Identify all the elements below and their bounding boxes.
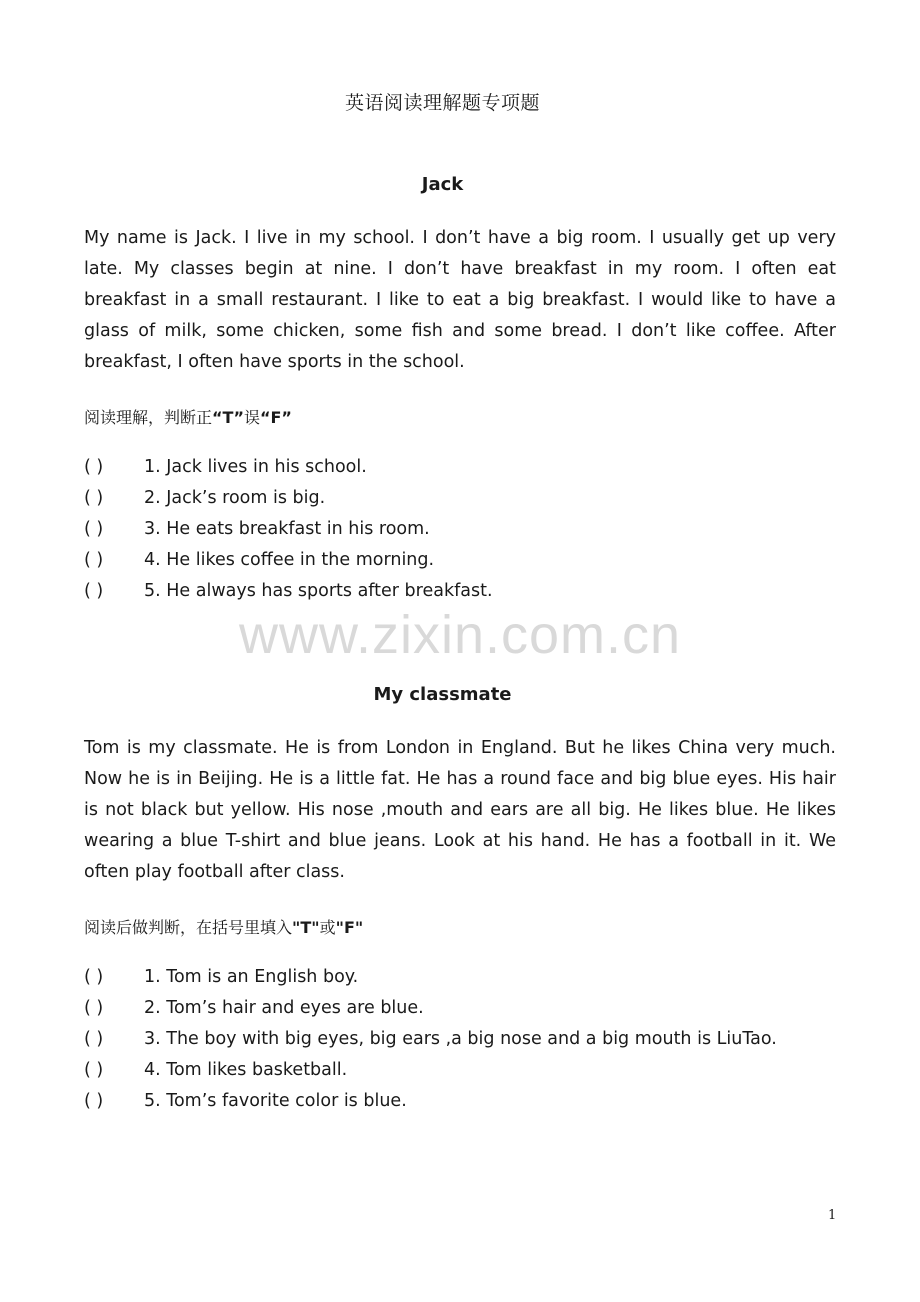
answer-blank[interactable]: ( ): [84, 1060, 104, 1080]
false-marker: "F": [335, 918, 364, 937]
question-text: 5. Tom’s favorite color is blue.: [144, 1091, 407, 1111]
question-item: [84, 993, 777, 1024]
passage-my-classmate: Tom is my classmate. He is from London in England. But he likes China very much. Now he is in Beijing. He is a little fat. He has a round face and big blue eyes. His hair is not black but yellow. His nose ,mouth and ears are all big. He likes blue. He likes wearing a blue T-shirt and blue jeans. Look at his hand. He has a football in it. We often play football after class.: [84, 738, 836, 882]
question-text: 3. The boy with big eyes, big ears ,a big nose and a big mouth is LiuTao.: [144, 1029, 777, 1049]
answer-blank[interactable]: ( ): [84, 550, 104, 570]
question-item: [84, 452, 493, 483]
question-item: [84, 1055, 777, 1086]
passage-jack: My name is Jack. I live in my school. I don’t have a big room. I usually get up very late. My classes begin at nine. I don’t have breakfast in my room. I often eat breakfast in a small restaurant. I like to eat a big breakfast. I would like to have a glass of milk, some chicken, some fish and some bread. I don’t like coffee. After breakfast, I often have sports in the school.: [84, 228, 836, 372]
answer-blank[interactable]: ( ): [84, 519, 104, 539]
answer-blank[interactable]: ( ): [84, 581, 104, 601]
answer-blank[interactable]: ( ): [84, 488, 104, 508]
instruction-my-classmate: [84, 915, 363, 938]
question-text: 1. Tom is an English boy.: [144, 967, 359, 987]
question-item: [84, 514, 493, 545]
false-marker: “F”: [259, 408, 292, 427]
answer-blank[interactable]: ( ): [84, 1029, 104, 1049]
section-heading-my-classmate: My classmate: [373, 684, 512, 705]
question-item: [84, 1024, 777, 1055]
answer-blank[interactable]: ( ): [84, 998, 104, 1018]
question-text: 2. Jack’s room is big.: [144, 488, 326, 508]
page-title: 英语阅读理解题专项题: [344, 92, 540, 114]
question-item: [84, 1086, 777, 1117]
instruction-jack: [84, 405, 292, 428]
answer-blank[interactable]: ( ): [84, 457, 104, 477]
question-item: [84, 483, 493, 514]
question-list-jack: [84, 452, 493, 607]
answer-blank[interactable]: ( ): [84, 967, 104, 987]
instruction-text: 阅读理解，判断正: [84, 408, 213, 427]
instruction-text: 阅读后做判断，在括号里填入: [84, 918, 293, 937]
question-list-my-classmate: [84, 962, 777, 1117]
true-marker: “T”: [212, 408, 244, 427]
question-text: 3. He eats breakfast in his room.: [144, 519, 430, 539]
question-text: 2. Tom’s hair and eyes are blue.: [144, 998, 424, 1018]
question-text: 4. He likes coffee in the morning.: [144, 550, 435, 570]
section-heading-jack: Jack: [421, 174, 464, 195]
answer-blank[interactable]: ( ): [84, 1091, 104, 1111]
question-text: 1. Jack lives in his school.: [144, 457, 367, 477]
instruction-text: 误: [243, 408, 260, 427]
watermark: www.zixin.com.cn: [238, 605, 682, 665]
question-text: 4. Tom likes basketball.: [144, 1060, 348, 1080]
question-item: [84, 545, 493, 576]
instruction-text: 或: [319, 918, 336, 937]
question-item: [84, 962, 777, 993]
page-number: 1: [828, 1208, 837, 1223]
question-item: [84, 576, 493, 607]
question-text: 5. He always has sports after breakfast.: [144, 581, 493, 601]
true-marker: "T": [292, 918, 320, 937]
